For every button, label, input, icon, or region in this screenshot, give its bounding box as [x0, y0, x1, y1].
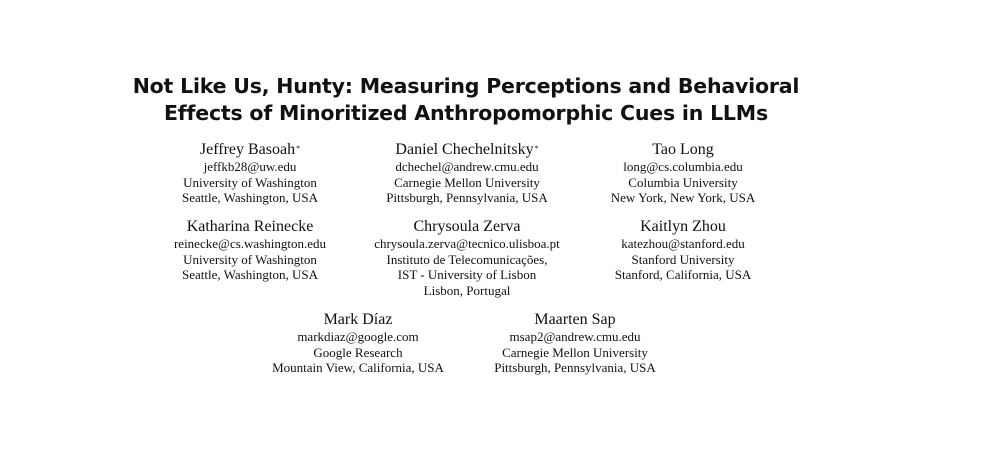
author-name: Maarten Sap [534, 311, 616, 328]
author-name: Daniel Chechelnitsky [395, 141, 534, 158]
author-location: Pittsburgh, Pennsylvania, USA [386, 190, 548, 206]
author-email[interactable]: markdiaz@google.com [297, 329, 419, 344]
author-name: Mark Díaz [323, 311, 393, 328]
author-name: Jeffrey Basoah [199, 141, 296, 158]
author-email[interactable]: dchechel@andrew.cmu.edu [395, 159, 539, 174]
author-location: Seattle, Washington, USA [182, 267, 318, 283]
author-location: Lisbon, Portugal [423, 282, 511, 298]
author-location: Pittsburgh, Pennsylvania, USA [494, 360, 656, 376]
author-location: Mountain View, California, USA [272, 360, 444, 376]
author-affiliation-line-2: IST - University of Lisbon [397, 267, 537, 283]
author-name: Tao Long [652, 141, 714, 158]
author-location: Stanford, California, USA [614, 267, 752, 283]
author-block-long [553, 141, 813, 206]
author-affiliation: Carnegie Mellon University [502, 344, 648, 360]
author-name: Chrysoula Zerva [413, 218, 521, 235]
author-name: Kaitlyn Zhou [640, 218, 726, 235]
author-block-sap [445, 311, 705, 376]
paper-title-line-2: Effects of Minoritized Anthropomorphic Cues in LLMs [164, 101, 768, 125]
author-affiliation: University of Washington [183, 174, 317, 190]
author-affiliation: Carnegie Mellon University [394, 174, 540, 190]
author-location: Seattle, Washington, USA [182, 190, 318, 206]
author-email[interactable]: jeffkb28@uw.edu [203, 159, 297, 174]
author-affiliation: Google Research [313, 344, 403, 360]
author-email[interactable]: msap2@andrew.cmu.edu [509, 329, 641, 344]
equal-contribution-marker: * [296, 144, 301, 153]
author-block-zhou [553, 218, 813, 283]
author-email[interactable]: long@cs.columbia.edu [623, 159, 743, 174]
author-affiliation: Stanford University [631, 251, 735, 267]
author-email[interactable]: chrysoula.zerva@tecnico.ulisboa.pt [374, 236, 560, 251]
author-affiliation: Instituto de Telecomunicações, [386, 251, 548, 267]
author-email[interactable]: katezhou@stanford.edu [621, 236, 745, 251]
author-email[interactable]: reinecke@cs.washington.edu [173, 236, 327, 251]
author-name: Katharina Reinecke [186, 218, 314, 235]
paper-title-line-1: Not Like Us, Hunty: Measuring Perceptions and Behavioral [132, 74, 800, 98]
equal-contribution-marker: * [534, 144, 539, 153]
author-location: New York, New York, USA [610, 190, 756, 206]
paper-title [0, 73, 932, 127]
author-affiliation: Columbia University [628, 174, 738, 190]
author-affiliation: University of Washington [183, 251, 317, 267]
